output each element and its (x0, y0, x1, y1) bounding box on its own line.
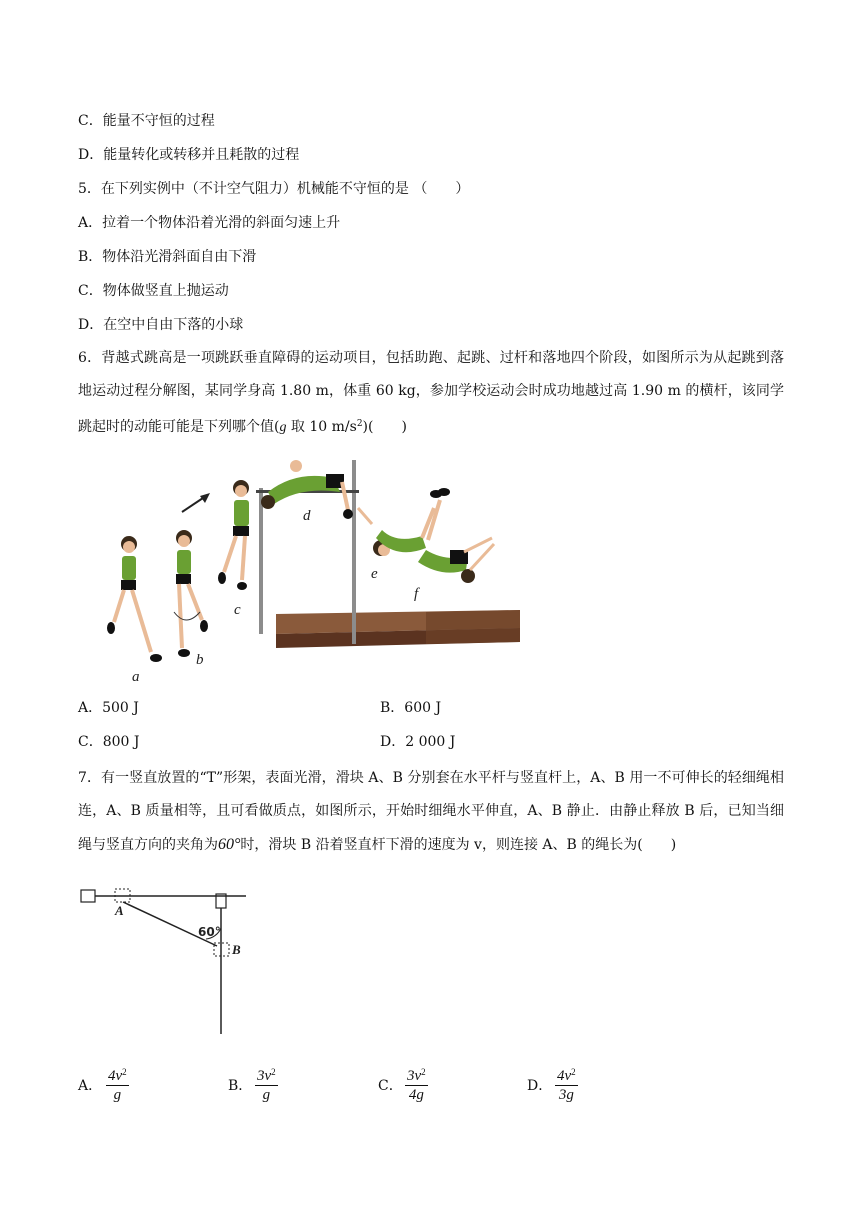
athlete-b (174, 530, 208, 657)
direction-arrow (182, 493, 210, 512)
label-A: A (115, 903, 124, 918)
angle-60: 60° (218, 836, 241, 853)
q6-stem: 6．背越式跳高是一项跳跃垂直障碍的运动项目，包括助跑、起跳、过杆和落地四个阶段，如图所示为从起跳到落地运动过程分解图，某同学身高 1.80 m，体重 60 kg，参加学校运动会时成功地越过高 1.90 m 的横杆，该同学跳起时的动能可能是下列哪个值(g 取 10 $m/s^2$)( ) (78, 350, 784, 435)
landing-mat (276, 610, 520, 648)
high-jump-figure (96, 452, 526, 688)
athlete-c (218, 480, 249, 590)
q7-option-b-fraction: $\frac{3v^2}{g}$ (255, 1064, 278, 1103)
athlete-f (418, 538, 494, 583)
q5-option-a: A．拉着一个物体沿着光滑的斜面匀速上升 (78, 215, 341, 231)
q6-option-d: D．2 000 J (380, 734, 456, 750)
q7-option-d-label: D． (527, 1078, 553, 1094)
q5-stem: 5．在下列实例中（不计空气阻力）机械能不守恒的是 （ ） (78, 181, 470, 197)
q7-option-d-fraction: $\frac{4v^2}{3g}$ (555, 1064, 578, 1103)
athlete-e (358, 488, 450, 556)
label-b: b (196, 652, 204, 668)
label-d: d (303, 508, 311, 524)
q7-option-a-fraction: $\frac{4v^2}{g}$ (106, 1064, 129, 1103)
t-frame-figure (78, 882, 268, 1042)
q7-option-c-fraction: $\frac{3v^2}{4g}$ (405, 1064, 428, 1103)
label-B: B (232, 942, 241, 957)
q4-option-d: D．能量转化或转移并且耗散的过程 (78, 147, 300, 163)
q5-option-d: D．在空中自由下落的小球 (78, 317, 244, 333)
q7-option-b-label: B． (228, 1078, 253, 1094)
q7-option-a-label: A． (78, 1078, 103, 1094)
label-c: c (234, 602, 241, 618)
q4-option-c: C．能量不守恒的过程 (78, 113, 215, 129)
q6-option-c: C．800 J (78, 734, 140, 750)
q5-option-b: B．物体沿光滑斜面自由下滑 (78, 249, 257, 265)
label-a: a (132, 669, 140, 685)
q7-option-c-label: C． (378, 1078, 403, 1094)
label-f: f (414, 586, 419, 602)
label-angle: 60° (198, 925, 221, 939)
q6-option-b: B．600 J (380, 700, 442, 716)
q7-stem: 7．有一竖直放置的“T”形架，表面光滑，滑块 A、B 分别套在水平杆与竖直杆上，A、B 用一不可伸长的轻细绳相连，A、B 质量相等，且可看做质点，如图所示，开始时细绳水平伸直，A、B 静止．由静止释放 B 后，已知当细绳与竖直方向的夹角为60°时，滑块 B 沿着竖直杆下滑的速度为 v，则连接 A、B 的绳长为( ) (78, 770, 784, 853)
q6-option-a: A．500 J (78, 700, 139, 716)
q5-option-c: C．物体做竖直上抛运动 (78, 283, 229, 299)
athlete-a (107, 536, 162, 662)
label-e: e (371, 566, 378, 582)
